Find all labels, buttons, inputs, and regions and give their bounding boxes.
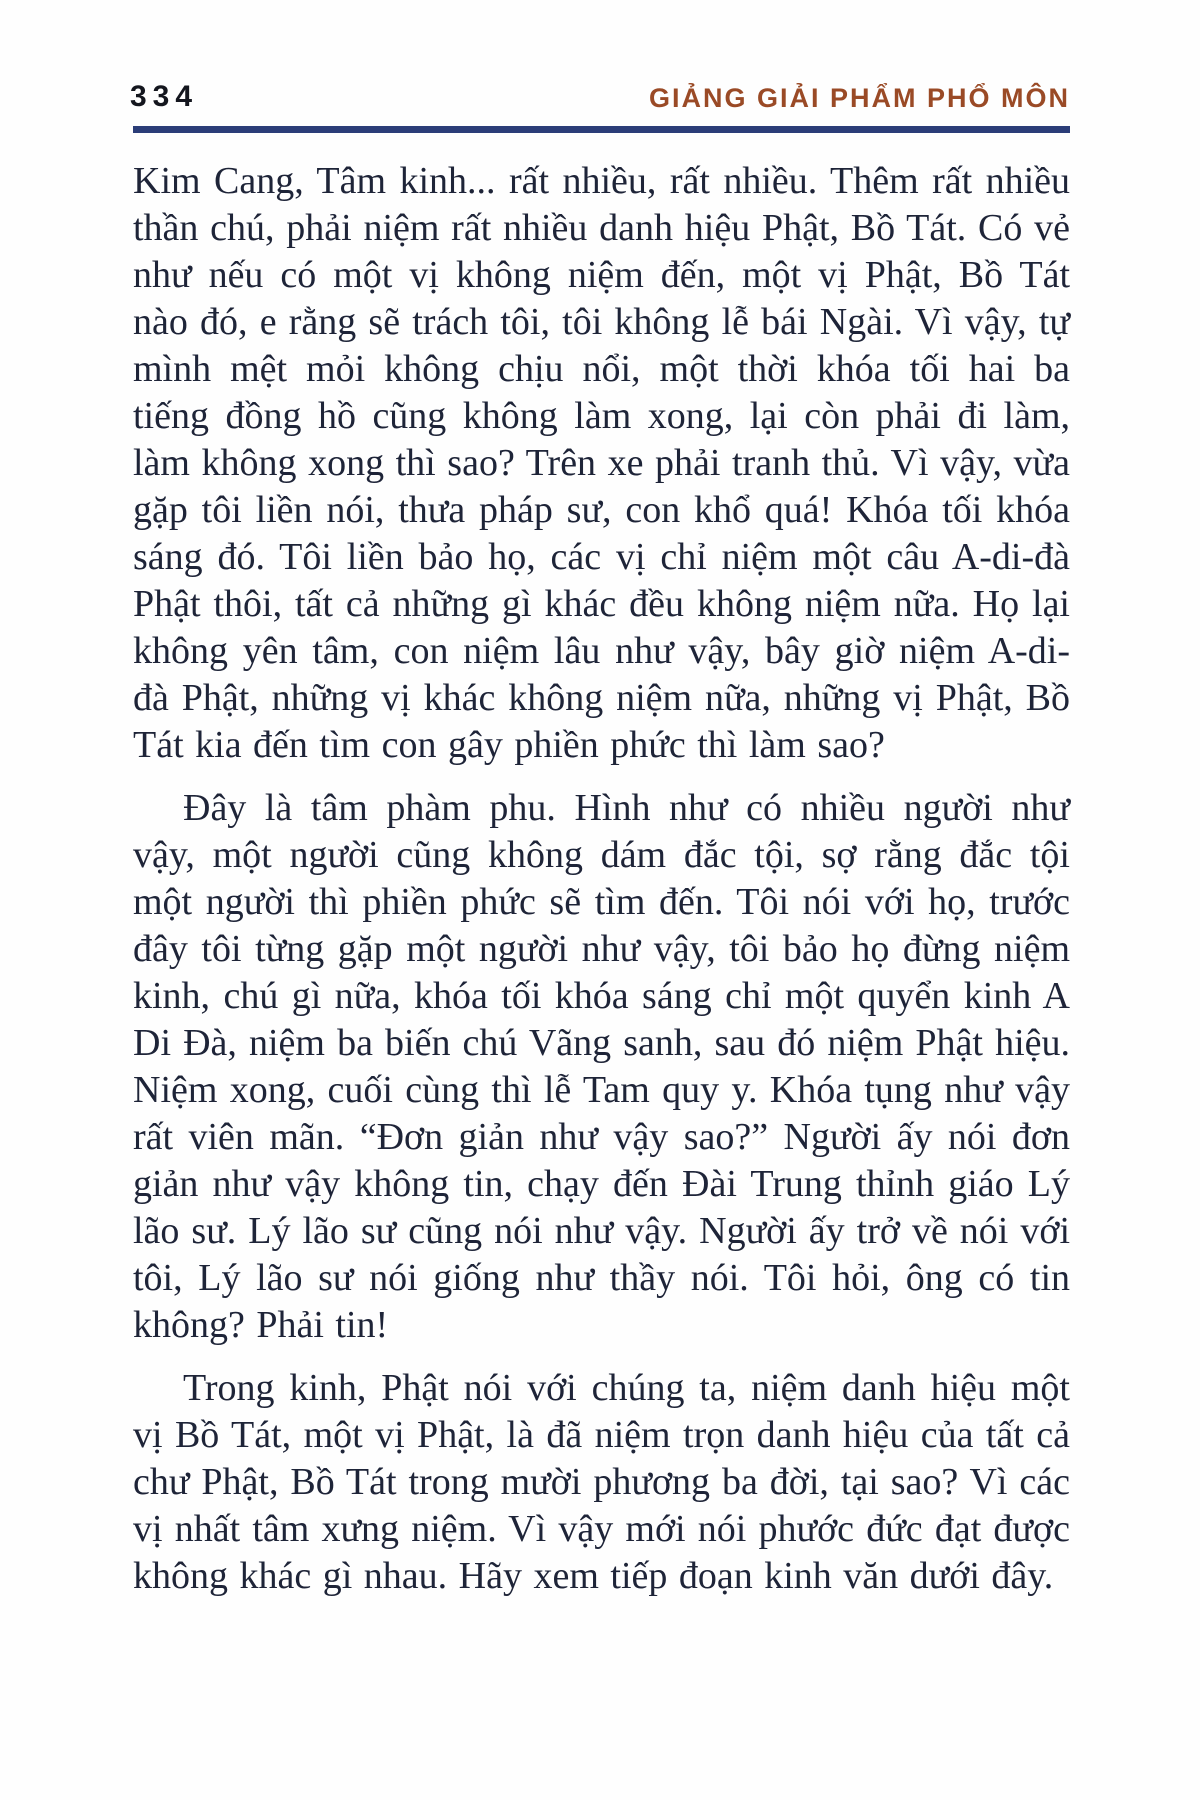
running-title: GIẢNG GIẢI PHẨM PHỔ MÔN bbox=[648, 83, 1070, 113]
paragraph: Đây là tâm phàm phu. Hình như có nhiều người như vậy, một người cũng không dám đắc tội, sợ rằng đắc tội một người thì phiền phức sẽ tìm đến. Tôi nói với họ, trước đây tôi từng gặp một người như vậy, tôi bảo họ đừng niệm kinh, chú gì nữa, khóa tối khóa sáng chỉ một quyển kinh A Di Đà, niệm ba biến chú Vãng sanh, sau đó niệm Phật hiệu. Niệm xong, cuối cùng thì lễ Tam quy y. Khóa tụng như vậy rất viên mãn. “Đơn giản như vậy sao?” Người ấy nói đơn giản như vậy không tin, chạy đến Đài Trung thỉnh giáo Lý lão sư. Lý lão sư cũng nói như vậy. Người ấy trở về nói với tôi, Lý lão sư nói giống như thầy nói. Tôi hỏi, ông có tin không? Phải tin! bbox=[133, 787, 1070, 1346]
running-header bbox=[130, 80, 1070, 114]
page-number: 334 bbox=[130, 80, 199, 113]
body-text bbox=[133, 158, 1070, 1616]
header-rule-divider bbox=[133, 126, 1070, 133]
paragraph: Kim Cang, Tâm kinh... rất nhiều, rất nhiều. Thêm rất nhiều thần chú, phải niệm rất nhiều danh hiệu Phật, Bồ Tát. Có vẻ như nếu có một vị không niệm đến, một vị Phật, Bồ Tát nào đó, e rằng sẽ trách tôi, tôi không lễ bái Ngài. Vì vậy, tự mình mệt mỏi không chịu nổi, một thời khóa tối hai ba tiếng đồng hồ cũng không làm xong, lại còn phải đi làm, làm không xong thì sao? Trên xe phải tranh thủ. Vì vậy, vừa gặp tôi liền nói, thưa pháp sư, con khổ quá! Khóa tối khóa sáng đó. Tôi liền bảo họ, các vị chỉ niệm một câu A-di-đà Phật thôi, tất cả những gì khác đều không niệm nữa. Họ lại không yên tâm, con niệm lâu như vậy, bây giờ niệm A-di-đà Phật, những vị khác không niệm nữa, những vị Phật, Bồ Tát kia đến tìm con gây phiền phức thì làm sao? bbox=[133, 160, 1070, 766]
paragraph: Trong kinh, Phật nói với chúng ta, niệm danh hiệu một vị Bồ Tát, một vị Phật, là đã niệm trọn danh hiệu của tất cả chư Phật, Bồ Tát trong mười phương ba đời, tại sao? Vì các vị nhất tâm xưng niệm. Vì vậy mới nói phước đức đạt được không khác gì nhau. Hãy xem tiếp đoạn kinh văn dưới đây. bbox=[133, 1367, 1070, 1597]
